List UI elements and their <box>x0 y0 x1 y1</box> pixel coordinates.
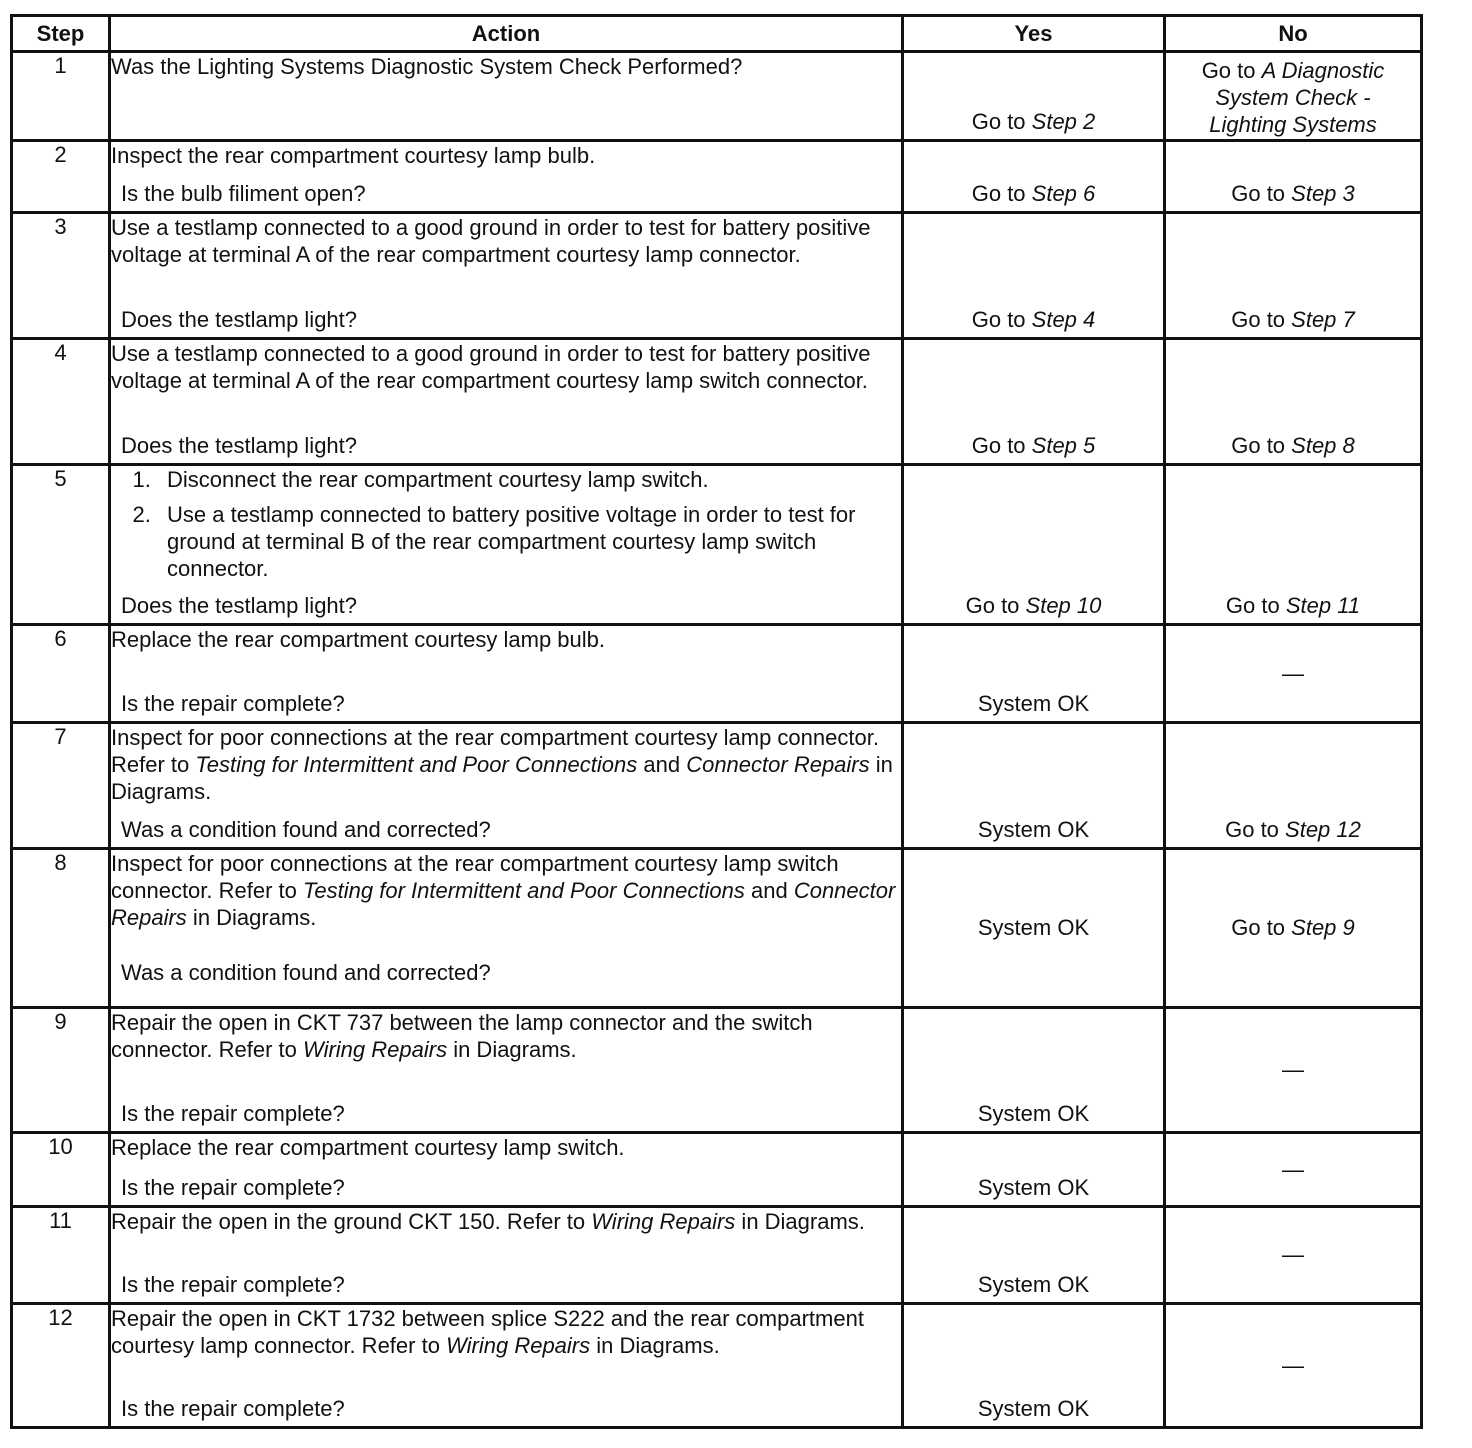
no-prefix: Go to <box>1231 433 1292 458</box>
no-cell <box>1165 849 1422 1008</box>
step-number: 5 <box>12 465 110 625</box>
step-number: 7 <box>12 723 110 849</box>
no-target: Step 8 <box>1291 433 1355 458</box>
no-cell <box>1165 1207 1422 1304</box>
action-question: Is the repair complete? <box>121 691 345 716</box>
yes-cell <box>903 625 1165 723</box>
action-cell <box>110 1304 903 1428</box>
table-row <box>12 1207 1422 1304</box>
no-prefix: Go to <box>1231 915 1292 940</box>
action-cell <box>110 213 903 339</box>
table-row <box>12 849 1422 1008</box>
yes-cell <box>903 1008 1165 1133</box>
header-row <box>12 16 1422 52</box>
diagnostic-table <box>10 14 1423 1429</box>
action-cell <box>110 1008 903 1133</box>
table-row <box>12 723 1422 849</box>
action-text: Replace the rear compartment courtesy lamp bulb. <box>111 627 606 652</box>
no-cell <box>1165 141 1422 213</box>
reference-link-text: Connector Repairs <box>111 878 896 930</box>
no-target: Step 7 <box>1291 307 1355 332</box>
no-result: — <box>1282 1352 1304 1378</box>
yes-result: System OK <box>977 915 1090 940</box>
no-cell <box>1165 465 1422 625</box>
action-text: Use a testlamp connected to a good ground in order to test for battery positive voltage at terminal A of the rear compartment courtesy lamp connector. <box>111 215 871 267</box>
no-target: Step 9 <box>1291 915 1355 940</box>
no-result: — <box>1282 1156 1304 1182</box>
yes-cell <box>903 1304 1165 1428</box>
yes-cell <box>903 213 1165 339</box>
step-number: 11 <box>12 1207 110 1304</box>
step-number: 3 <box>12 213 110 339</box>
no-result: — <box>1282 660 1304 686</box>
action-question: Does the testlamp light? <box>121 433 358 458</box>
yes-cell <box>903 465 1165 625</box>
action-text: Inspect the rear compartment courtesy lamp bulb. <box>111 143 596 168</box>
no-result: — <box>1282 1242 1304 1267</box>
yes-prefix: Go to <box>971 109 1032 134</box>
no-target: Step 12 <box>1285 817 1361 842</box>
no-prefix: Go to <box>1225 593 1286 618</box>
no-prefix: Go to <box>1231 181 1292 206</box>
yes-cell <box>903 849 1165 1008</box>
action-question: Is the repair complete? <box>121 1396 345 1421</box>
action-question: Is the repair complete? <box>121 1101 345 1126</box>
table-row <box>12 52 1422 141</box>
yes-prefix: Go to <box>965 593 1026 618</box>
action-text: Inspect for poor connections at the rear compartment courtesy lamp switch connector. Refer to Testing for Intermittent and Poor Connections and Connector Repairs in Diagrams. <box>111 851 896 930</box>
yes-cell <box>903 339 1165 465</box>
step-number: 9 <box>12 1008 110 1133</box>
action-question: Does the testlamp light? <box>121 307 358 332</box>
reference-link-text: Wiring Repairs <box>303 1037 448 1062</box>
action-cell <box>110 141 903 213</box>
header-yes: Yes <box>903 16 1165 52</box>
reference-link-text: Connector Repairs <box>686 752 870 777</box>
step-number: 2 <box>12 141 110 213</box>
table-row <box>12 339 1422 465</box>
action-cell <box>110 723 903 849</box>
table-row <box>12 465 1422 625</box>
header-step: Step <box>12 16 110 52</box>
action-text: Repair the open in CKT 1732 between splice S222 and the rear compartment courtesy lamp connector. Refer to Wiring Repairs in Diagrams. <box>111 1306 864 1358</box>
action-cell <box>110 52 903 141</box>
table-row <box>12 1133 1422 1207</box>
yes-cell <box>903 723 1165 849</box>
table-row <box>12 1008 1422 1133</box>
header-no: No <box>1165 16 1422 52</box>
yes-result: System OK <box>977 817 1090 842</box>
action-cell <box>110 465 903 625</box>
no-target: Step 11 <box>1285 593 1361 618</box>
table-row <box>12 141 1422 213</box>
no-cell <box>1165 625 1422 723</box>
action-text: Repair the open in the ground CKT 150. Refer to Wiring Repairs in Diagrams. <box>111 1209 865 1234</box>
action-text: Replace the rear compartment courtesy lamp switch. <box>111 1135 625 1160</box>
step-number: 6 <box>12 625 110 723</box>
no-target: Step 3 <box>1291 181 1355 206</box>
no-cell <box>1165 1008 1422 1133</box>
yes-result: System OK <box>977 1175 1090 1200</box>
action-question: Is the repair complete? <box>121 1175 345 1200</box>
no-cell <box>1165 1304 1422 1428</box>
list-item: 2. Use a testlamp connected to battery positive voltage in order to test for ground at terminal B of the rear compartment courtesy lamp switch connector. <box>157 501 901 582</box>
yes-target: Step 6 <box>1031 181 1096 206</box>
list-item: 1. Disconnect the rear compartment courtesy lamp switch. <box>157 466 901 493</box>
yes-target: Step 4 <box>1031 307 1096 332</box>
no-prefix: Go to <box>1201 58 1262 83</box>
action-text: Repair the open in CKT 737 between the lamp connector and the switch connector. Refer to Wiring Repairs in Diagrams. <box>111 1010 813 1062</box>
no-prefix: Go to <box>1225 817 1286 842</box>
table-row <box>12 213 1422 339</box>
yes-target: Step 5 <box>1031 433 1096 458</box>
table-row <box>12 1304 1422 1428</box>
action-question: Is the bulb filiment open? <box>121 181 366 206</box>
no-cell <box>1165 1133 1422 1207</box>
action-question: Was a condition found and corrected? <box>121 960 491 985</box>
action-question: Is the repair complete? <box>121 1272 345 1297</box>
step-number: 10 <box>12 1133 110 1207</box>
action-cell <box>110 1133 903 1207</box>
reference-link-text: Testing for Intermittent and Poor Connections <box>303 878 745 903</box>
yes-target: Step 10 <box>1025 593 1102 618</box>
no-result: — <box>1282 1057 1304 1082</box>
step-number: 12 <box>12 1304 110 1428</box>
step-number: 8 <box>12 849 110 1008</box>
yes-target: Step 2 <box>1031 109 1096 134</box>
reference-link-text: Wiring Repairs <box>591 1209 736 1234</box>
no-cell <box>1165 213 1422 339</box>
reference-link-text: Testing for Intermittent and Poor Connections <box>195 752 638 777</box>
action-text: Inspect for poor connections at the rear compartment courtesy lamp connector. Refer to Testing for Intermittent and Poor Connections and Connector Repairs in Diagrams. <box>111 725 893 804</box>
action-text: Was the Lighting Systems Diagnostic System Check Performed? <box>111 54 743 79</box>
yes-cell <box>903 1133 1165 1207</box>
no-prefix: Go to <box>1231 307 1292 332</box>
action-cell <box>110 1207 903 1304</box>
yes-cell <box>903 1207 1165 1304</box>
step-number: 1 <box>12 52 110 141</box>
yes-result: System OK <box>977 1396 1090 1421</box>
table-row <box>12 625 1422 723</box>
yes-result: System OK <box>977 1101 1090 1126</box>
yes-prefix: Go to <box>971 181 1032 206</box>
yes-result: System OK <box>977 691 1090 716</box>
header-action: Action <box>110 16 903 52</box>
action-text: Use a testlamp connected to a good ground in order to test for battery positive voltage at terminal A of the rear compartment courtesy lamp switch connector. <box>111 341 871 393</box>
step-number: 4 <box>12 339 110 465</box>
yes-result: System OK <box>977 1272 1090 1297</box>
no-target: A Diagnostic System Check - Lighting Systems <box>1209 58 1385 137</box>
yes-cell <box>903 141 1165 213</box>
no-cell <box>1165 339 1422 465</box>
action-cell <box>110 339 903 465</box>
no-cell <box>1165 723 1422 849</box>
action-list <box>111 466 901 582</box>
no-cell <box>1165 52 1422 141</box>
action-cell <box>110 849 903 1008</box>
action-cell <box>110 625 903 723</box>
action-question: Does the testlamp light? <box>121 593 358 618</box>
yes-cell <box>903 52 1165 141</box>
yes-prefix: Go to <box>971 307 1032 332</box>
reference-link-text: Wiring Repairs <box>446 1333 591 1358</box>
action-question: Was a condition found and corrected? <box>121 817 491 842</box>
yes-prefix: Go to <box>971 433 1032 458</box>
